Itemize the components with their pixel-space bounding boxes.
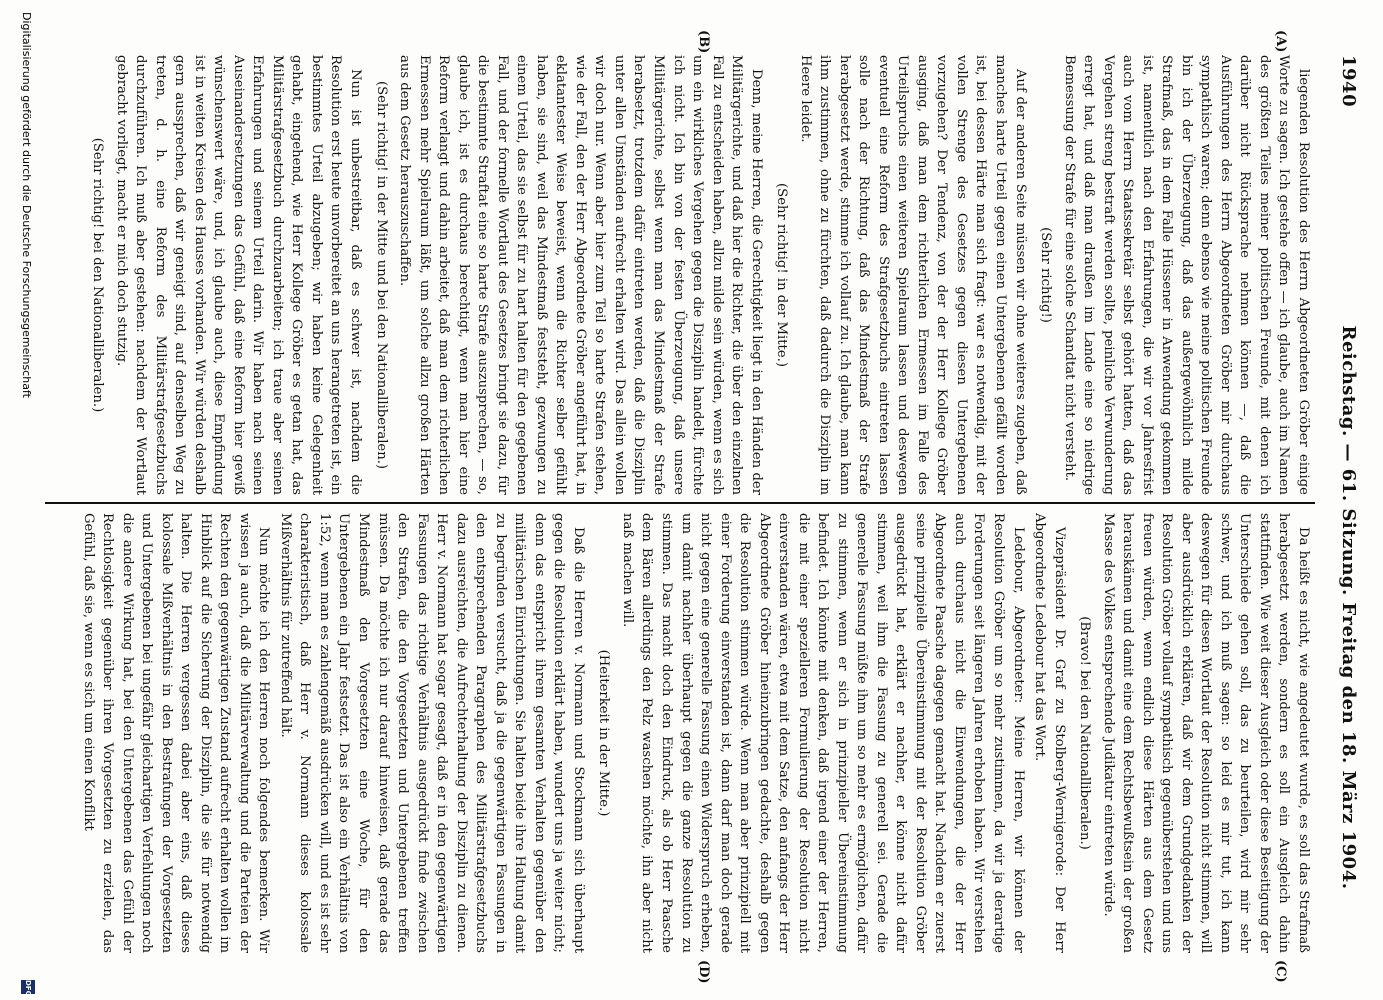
left-column xyxy=(43,55,1313,495)
paragraph: Auf der anderen Seite müssen wir ohne weiteres zugeben, daß manches harte Urteil gegen einen Untergebenen gefällt worden ist, bei dessen Härte man sich fragt: war es notwendig, mit der vollen Strenge des Gesetzes gegen diesen Untergebenen vorzugehen? Der Tendenz, von der der Herr Kollege Gröber ausging, daß man dem richterlichen Ermessen im Falle des Urteilspruchs einen weiteren Spielraum lassen und deswegen eventuell eine Reform des Strafgesetzbuchs eintreten lassen solle nach der Richtung, daß das Mindestmaß der Strafe herabgesetzt werde, stimme ich vollauf zu. Ich glaube, man kann ihm zustimmen, ohne zu fürchten, daß dadurch die Disziplin im Heere leidet. xyxy=(797,55,1028,495)
margin-marker-c: (C) xyxy=(1273,960,1288,983)
page-number: 1940 xyxy=(1338,55,1359,108)
paragraph: Ledebour, Abgeordneter: Meine Herren, wir können der Resolution Gröber um so mehr zustimmen, da wir ja derartige Forderungen seit längeren Jahren erhoben haben. Wir verstehen auch durchaus nicht die Einwendungen, die der Herr Abgeordnete Paasche dagegen gemacht hat. Nachdem er zuerst seine prinzipielle Übereinstimmung mit der Resolution Gröber ausgedrückt hat, erklärt er nachher, er könne nicht dafür stimmen, weil ihm die Fassung zu generell sei. Gerade die generelle Fassung müßte ihm um so mehr es ermöglichen, dafür zu stimmen, wenn er sich in prinzipieller Übereinstimmung befindet. Ich könnte mit denken, daß irgend einer der Herren, die mit einer spezielleren Formulierung der Resolution nicht einverstanden wären, etwa mit dem Satze, den anfangs der Herr Abgeordnete Gröber hineinzubringen gedachte, deshalb gegen die Resolution stimmen würde. Wenn man aber prinzipiell mit einer Forderung einverstanden ist, dann darf man doch gerade nicht gegen eine generelle Fassung einen Widerspruch erheben, um damit nachher überhaupt gegen die ganze Resolution zu stimmen. Das macht doch den Eindruck, als ob Herr Paasche dem Bären allerdings den Pelz waschen möchte, ihn aber nicht naß machen will. xyxy=(619,513,1026,953)
interjection: (Heiterkeit in der Mitte.) xyxy=(596,649,612,817)
interjection: (Sehr richtig! in der Mitte.) xyxy=(774,183,790,367)
interjection: (Sehr richtig!) xyxy=(1038,227,1054,323)
page-title: Reichstag. — 61. Sitzung. Freitag den 18. März 1904. xyxy=(1338,325,1359,890)
margin-marker-b: (B) xyxy=(696,30,711,54)
margin-marker-d: (D) xyxy=(696,960,711,984)
interjection: (Sehr richtig! in der Mitte und bei den Nationalliberalen.) xyxy=(373,80,389,470)
paragraph: liegenden Resolution des Herrn Abgeordneten Gröber einige Worte zu sagen. Ich gestehe offen — ich glaube, auch im Namen des größten Teiles meiner politischen Freunde, mit denen ich darüber nicht Rücksprache nehmen können —, daß die Ausführungen des Herrn Abgeordneten Gröber mir durchaus sympathisch waren; denn ebenso wie meine politischen Freunde bin ich der Überzeugung, daß das außergewöhnlich milde Strafmaß, das in dem Falle Hüssener in Anwendung gekommen ist, namentlich nach den Erfahrungen, die wir vor Jahresfrist auch vom Herrn Staatssekretär selbst gehört hatten, daß das Vergehen streng bestraft werden sollte, peinliche Verwunderung erregt hat, und daß man draußen im Lande eine so niedrige Bemessung der Strafe für eine solche Schandtat nicht versteht. xyxy=(1061,55,1311,495)
paragraph: Nun ist unbestreitbar, daß es schwer ist, nachdem die Resolution erst heute unvorbereitet an uns herangetreten ist, ein bestimmtes Urteil abzugeben; wir haben keine Gelegenheit gehabt, eingehend, wie Herr Kollege Gröber es getan hat, das Militärstrafgesetzbuch durchzuarbeiten; ich traue aber seinen Erfahrungen und seinem Urteil darin. Wir haben nach seinen Auseinandersetzungen das Gefühl, daß eine Reform hier gewiß wünschenswert wäre, und, ich glaube auch, diese Empfindung ist in weiten Kreisen des Hauses vorhanden. Wir würden deshalb gern aussprechen, daß wir geneigt sind, auf denselben Weg zu treten, d. h. eine Reform des Militärstrafgesetzbuchs durchzuführen. Ich muß aber gestehen: nachdem der Wortlaut gebracht vorliegt, macht er mich doch stutzig. xyxy=(113,55,364,495)
dfg-logo: DFG xyxy=(21,980,35,994)
paragraph: Denn, meine Herren, die Gerechtigkeit liegt in den Händen der Militärgerichte, und daß hier die Richter, die über den einzelnen Fall zu entscheiden haben, allzu milde sein würden, wenn es sich um ein wirkliches Vergehen gegen die Disziplin handelt, fürchte ich nicht. Ich bin von der festen Überzeugung, daß unsere Militärgerichte, selbst wenn man das Mindestmaß der Strafe herabsetzt, trotzdem dafür eintreten werden, daß die Disziplin unter allen Umständen aufrecht erhalten wird. Das allein wollen wir doch nur. Wenn aber hier zum Teil so harte Strafen stehen, wie der Fall, den der Herr Abgeordnete Gröber angeführt hat, in eklatantester Weise beweist, wenn die Richter selber gefühlt haben, sie sind, weil das Mindestmaß feststeht, gezwungen zu einem Urteil, das sie selbst für zu hart halten für den gegebenen Fall, und der formelle Wortlaut des Gesetzes bringt sie dazu, für die bestimmte Straftat eine so harte Strafe auszusprechen, — so, glaube ich, ist es durchaus berechtigt, wenn man hier eine Reform verlangt und dahin arbeitet, daß man dem richterlichen Ermessen mehr Spielraum läßt, um solche allzu großen Härten aus dem Gesetz herauszuschaffen. xyxy=(397,55,764,495)
paragraph: Da heißt es nicht, wie angedeutet wurde, es soll das Strafmaß herabgesetzt werden, sondern es soll ein Ausgleich dahin stattfinden. Wie weit dieser Ausgleich oder diese Beseitigung der Unterschiede gehen soll, das zu beurteilen, wird mir sehr schwer, und ich muß sagen: so leid es mir tut, ich kann deswegen für diesen Wortlaut der Resolution nicht stimmen, will aber ausdrücklich erklären, daß wir dem Grundgedanken der Resolution Gröber vollauf sympathisch gegenüberstehen und uns freuen würden, wenn endlich diese Härten aus dem Gesetz herauskämen und damit eine dem Rechtsbewußtsein der großen Masse des Volkes entsprechende Judikatur eintreten würde. xyxy=(1100,513,1311,953)
interjection: (Bravo! bei den Nationalliberalen.) xyxy=(1077,616,1093,850)
column-divider xyxy=(45,502,1315,504)
right-column xyxy=(43,513,1313,953)
paragraph: Nun möchte ich den Herren noch folgendes bemerken. Wir wissen ja auch, daß die Militärverwaltung und die Parteien der Rechten den gegenwärtigen Zustand aufrecht erhalten wollen im Hinblick auf die Sicherung der Disziplin, die sie für notwendig halten. Die Herren vergessen dabei aber eins, daß dieses kolossale Mißverhältnis in den Bestrafungen der Vorgesetzten und Untergebenen bei ungefähr gleichartigen Verfehlungen noch die andere Wirkung hat, bei den Untergebenen das Gefühl der Rechtlosigkeit gegenüber ihren Vorgesetzten zu erzielen, das Gefühl, daß sie, wenn es sich um einen Konflikt xyxy=(80,513,272,953)
credit-text: Digitalisierung gefördert durch die Deutsche Forschungsgemeinschaft xyxy=(20,12,33,398)
margin-marker-a: (A) xyxy=(1273,30,1288,53)
digitization-credit xyxy=(15,0,55,1000)
interjection: (Sehr richtig! bei den Nationalliberalen.) xyxy=(90,137,106,413)
paragraph: Vizepräsident Dr. Graf zu Stolberg-Wernigerode: Der Herr Abgeordnete Ledebour hat das Wort. xyxy=(1032,513,1067,953)
page-header xyxy=(1331,55,1365,960)
paragraph: Daß die Herren v. Normann und Stockmann sich überhaupt gegen die Resolution erklärt haben, wundert uns ja weiter nicht; denn das entspricht ihrem gesamten Verhalten gegenüber den militärischen Einrichtungen. Sie halten beide ihre Haltung damit zu begründen versucht, daß ja die gegenwärtigen Fassungen in den entsprechenden Paragraphen des Militärstrafgesetzbuchs dazu ausreichten, die Aufrechterhaltung der Disziplin zu dienen. Herr v. Normann hat sogar gesagt, daß er in den gegenwärtigen Fassungen das richtige Verhältnis ausgedrückt finde zwischen den Strafen, die den Vorgesetzten und Untergebenen treffen müssen. Da möchte ich nur darauf hinweisen, daß gerade das Mindestmaß den Vorgesetzten eine Woche, für den Untergebenen ein Jahr festsetzt. Das ist also ein Verhältnis von 1:52, wenn man es zahlengemäß ausdrücken will, und es ist sehr charakteristisch, daß Herr v. Normann dieses kolossale Mißverhältnis für zutreffend hält. xyxy=(277,513,586,953)
